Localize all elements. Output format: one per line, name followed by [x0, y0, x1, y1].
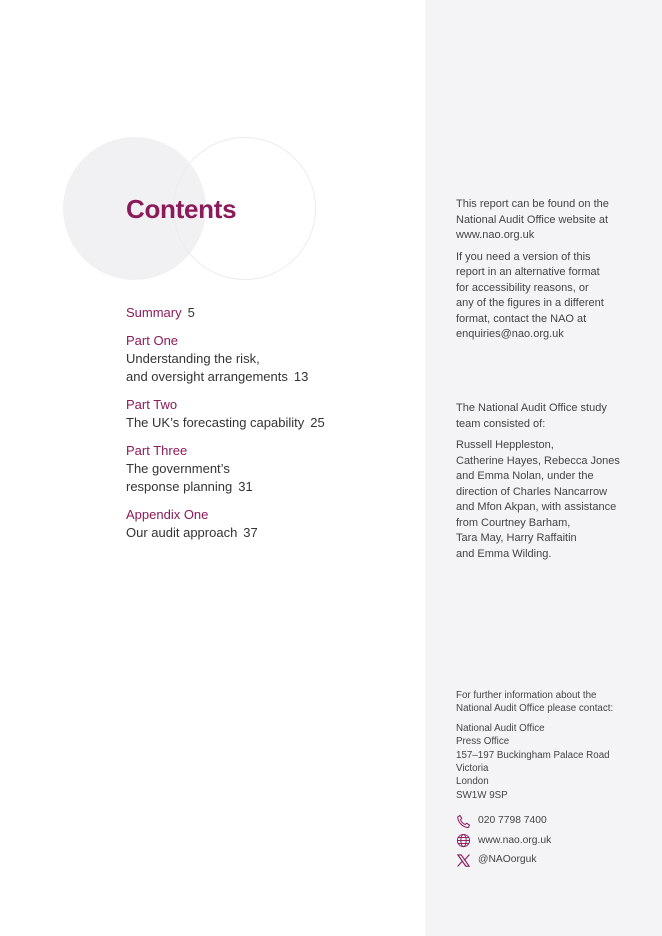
- toc-appendix-one-page: 37: [243, 525, 258, 540]
- toc-part-three-line1: The government’s: [126, 461, 230, 476]
- toc-part-three-page: 31: [238, 479, 253, 494]
- toc-appendix-one-heading: Appendix One: [126, 507, 209, 522]
- social-contact[interactable]: [456, 850, 651, 870]
- toc-entry-part-two[interactable]: [126, 396, 416, 432]
- team-intro: The National Audit Office study team consisted of:: [456, 402, 607, 430]
- contents-title: Contents: [126, 194, 237, 224]
- toc-part-two-page: 25: [310, 415, 325, 430]
- toc-appendix-one-line1: Our audit approach: [126, 525, 238, 540]
- website-link[interactable]: www.nao.org.uk: [456, 229, 535, 241]
- toc-part-three-line2: response planning: [126, 479, 233, 494]
- social-handle: @NAOorguk: [478, 854, 537, 866]
- website-contact[interactable]: [456, 831, 651, 851]
- enquiries-email-link[interactable]: enquiries@nao.org.uk: [456, 328, 564, 340]
- toc-summary-page: 5: [187, 305, 195, 320]
- toc-entry-summary[interactable]: [126, 304, 416, 322]
- toc-part-two-heading: Part Two: [126, 397, 178, 412]
- phone-icon: [456, 814, 471, 829]
- toc-part-one-line1: Understanding the risk,: [126, 351, 260, 366]
- table-of-contents: [126, 304, 416, 552]
- study-team: [456, 401, 646, 568]
- postal-address: National Audit Office Press Office 157–197 Buckingham Palace Road Victoria London SW1W 9SP: [456, 722, 610, 801]
- toc-part-one-heading: Part One: [126, 333, 179, 348]
- x-logo-icon: [456, 853, 471, 868]
- sidebar-notes: [456, 197, 646, 349]
- phone-number: 020 7798 7400: [478, 815, 547, 827]
- toc-part-one-page: 13: [293, 369, 309, 384]
- further-info: For further information about the National Audit Office please contact:: [456, 690, 614, 715]
- phone-contact[interactable]: [456, 811, 651, 831]
- accessibility-note: If you need a version of this report in an alternative format for accessibility reasons, or any of the figures in a different format, contact the NAO at enquiries@nao.org.uk: [456, 250, 604, 340]
- toc-summary-label: Summary: [126, 305, 182, 320]
- toc-part-three-heading: Part Three: [126, 443, 188, 458]
- globe-icon: [456, 833, 471, 848]
- contact-information: [456, 689, 651, 870]
- toc-part-one-line2: and oversight arrangements: [126, 369, 288, 384]
- website-note: This report can be found on the National Audit Office website at www.nao.org.uk: [456, 198, 609, 241]
- toc-entry-appendix-one[interactable]: [126, 506, 416, 542]
- toc-entry-part-one[interactable]: [126, 332, 416, 386]
- toc-part-two-line1: The UK’s forecasting capability: [126, 415, 305, 430]
- team-members: Russell Heppleston, Catherine Hayes, Rebecca Jones and Emma Nolan, under the direction of Charles Nancarrow and Mfon Akpan, with assistance from Courtney Barham, Tara May, Harry Raffaitin and Emma Wilding.: [456, 439, 620, 560]
- website-url: www.nao.org.uk: [478, 834, 552, 846]
- toc-entry-part-three[interactable]: [126, 442, 416, 496]
